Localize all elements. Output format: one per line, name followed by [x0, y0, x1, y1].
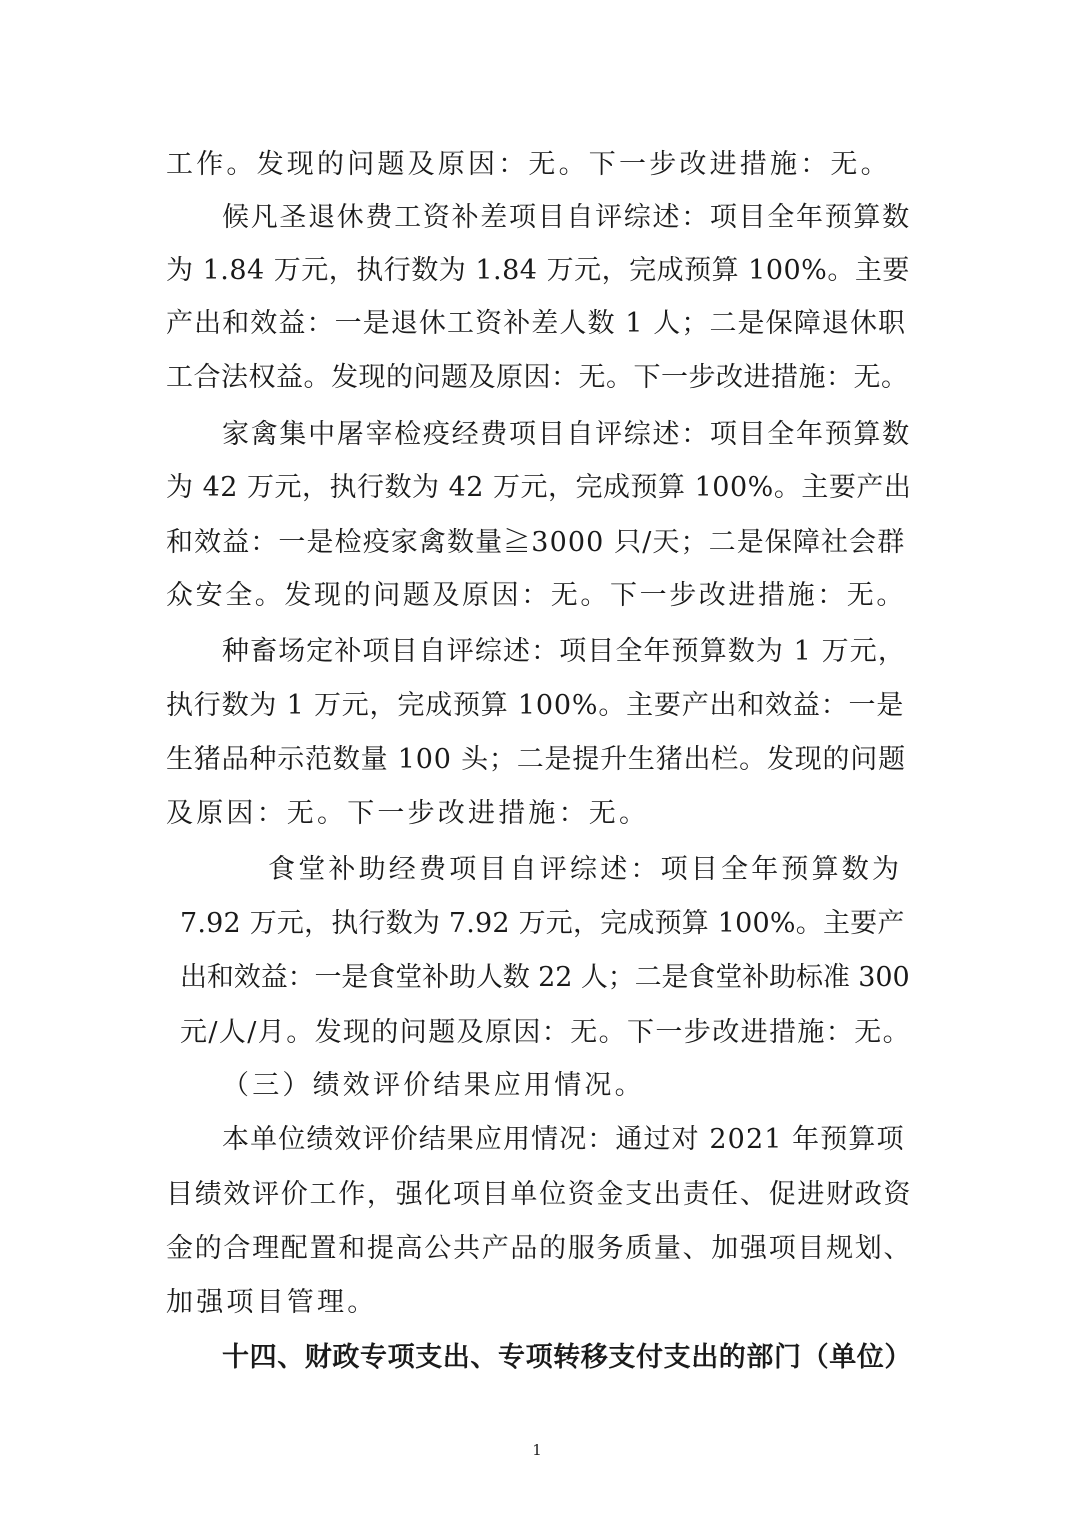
page-number: 1: [532, 1441, 542, 1459]
text-line: 食堂补助经费项目自评综述：项目全年预算数为: [268, 854, 903, 885]
text-line: 生猪品种示范数量 100 头；二是提升生猪出栏。发现的问题: [166, 744, 906, 775]
text-line: 和效益：一是检疫家禽数量≧3000 只/天；二是保障社会群: [166, 527, 906, 558]
text-line: 工合法权益。发现的问题及原因：无。下一步改进措施：无。: [166, 362, 909, 393]
chapter-heading: 十四、财政专项支出、专项转移支付支出的部门（单位）: [222, 1342, 912, 1373]
text-line: 出和效益：一是食堂补助人数 22 人；二是食堂补助标准 300: [180, 962, 910, 993]
text-line: 及原因：无。下一步改进措施：无。: [166, 798, 650, 829]
text-line: 为 1.84 万元，执行数为 1.84 万元，完成预算 100%。主要: [166, 255, 910, 286]
text-line: 7.92 万元，执行数为 7.92 万元，完成预算 100%。主要产: [180, 908, 905, 939]
text-line: 目绩效评价工作，强化项目单位资金支出责任、促进财政资: [166, 1179, 913, 1210]
text-line: 加强项目管理。: [166, 1287, 378, 1318]
section-heading: （三）绩效评价结果应用情况。: [222, 1070, 645, 1101]
text-line: 元/人/月。发现的问题及原因：无。下一步改进措施：无。: [180, 1017, 911, 1048]
text-line: 工作。发现的问题及原因：无。下一步改进措施：无。: [166, 149, 891, 180]
text-line: 种畜场定补项目自评综述：项目全年预算数为 1 万元，: [222, 636, 906, 667]
text-line: 金的合理配置和提高公共产品的服务质量、加强项目规划、: [166, 1233, 913, 1264]
text-line: 为 42 万元，执行数为 42 万元，完成预算 100%。主要产出: [166, 472, 912, 503]
text-line: 产出和效益：一是退休工资补差人数 1 人；二是保障退休职: [166, 308, 907, 339]
text-line: 家禽集中屠宰检疫经费项目自评综述：项目全年预算数: [222, 419, 911, 450]
text-line: 候凡圣退休费工资补差项目自评综述：项目全年预算数: [222, 202, 911, 233]
text-line: 执行数为 1 万元，完成预算 100%。主要产出和效益：一是: [166, 690, 905, 721]
text-line: 众安全。发现的问题及原因：无。下一步改进措施：无。: [166, 580, 906, 611]
text-line: 本单位绩效评价结果应用情况：通过对 2021 年预算项: [222, 1124, 905, 1155]
